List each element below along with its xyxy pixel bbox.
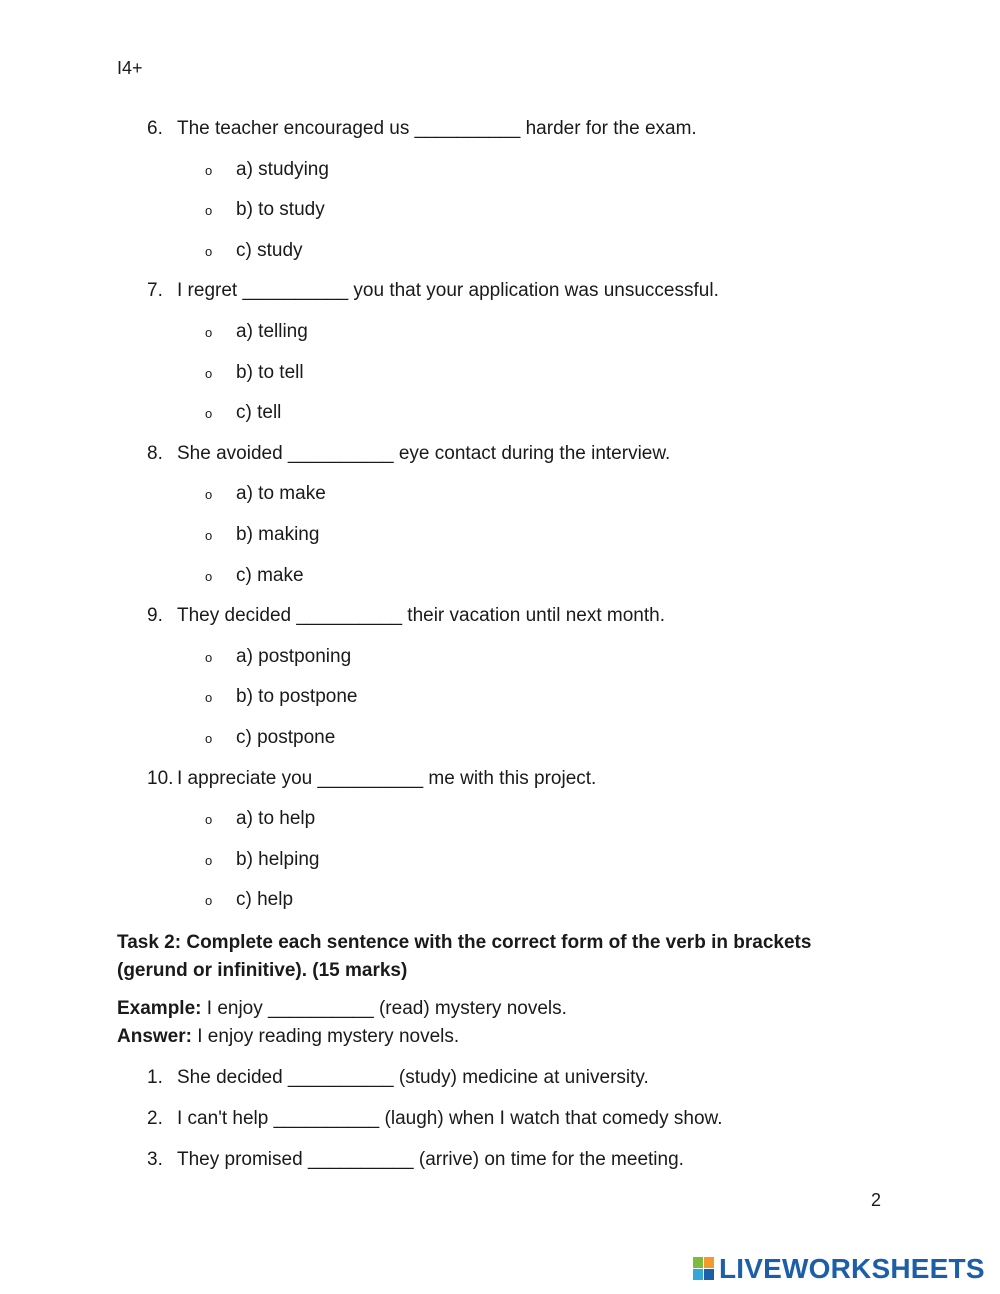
option-text: b) to postpone [236, 686, 358, 708]
bullet-icon: o [205, 568, 213, 584]
option-text: a) telling [236, 321, 308, 342]
task2-item-number: 2. [147, 1108, 163, 1129]
option-text: a) studying [236, 158, 329, 180]
bullet-icon: o [205, 893, 213, 909]
liveworksheets-logo [693, 1255, 985, 1283]
option-text: c) study [236, 239, 303, 261]
bullet-icon: o [205, 528, 213, 543]
question-text: She avoided __________ eye contact during the interview. [177, 442, 671, 464]
task2-item-text: They promised __________ (arrive) on time for the meeting. [177, 1149, 684, 1170]
task2-item-number: 3. [147, 1149, 163, 1170]
task2-title: Task 2: Complete each sentence with the correct form of the verb in brackets (gerund or infinitive). (15 marks) [117, 932, 812, 981]
example-text: I enjoy __________ (read) mystery novels. [201, 998, 567, 1019]
bullet-icon: o [205, 852, 213, 868]
answer-line [117, 1026, 459, 1048]
question-number: 8. [147, 442, 163, 464]
question-text: They decided __________ their vacation until next month. [177, 605, 665, 627]
option-text: c) tell [236, 402, 282, 424]
logo-mark-icon [693, 1257, 715, 1281]
question-text: I appreciate you __________ me with this project. [177, 767, 597, 789]
question-number: 10. [147, 767, 174, 789]
answer-label: Answer: [117, 1026, 192, 1047]
logo-text: LIVEWORKSHEETS [719, 1253, 985, 1284]
option-text: c) help [236, 889, 294, 911]
bullet-icon: o [205, 162, 213, 178]
example-label: Example: [117, 998, 202, 1019]
page-number: 2 [871, 1190, 882, 1210]
option-text: b) to tell [236, 361, 304, 383]
task2-item-number: 1. [147, 1067, 163, 1088]
option-text: a) postponing [236, 645, 352, 667]
option-text: c) postpone [236, 727, 336, 748]
question-text: The teacher encouraged us __________ harder for the exam. [177, 118, 697, 139]
option-text: a) to make [236, 483, 326, 505]
bullet-icon: o [205, 243, 213, 259]
bullet-icon: o [205, 365, 213, 381]
question-number: 7. [147, 280, 163, 302]
page-header-label: I4+ [117, 58, 143, 78]
bullet-icon: o [205, 487, 213, 503]
bullet-icon: o [205, 690, 213, 706]
bullet-icon: o [205, 203, 213, 219]
option-text: b) making [236, 524, 320, 545]
question-number: 9. [147, 605, 163, 627]
task2-item-text: I can't help __________ (laugh) when I watch that comedy show. [177, 1108, 723, 1129]
answer-text: I enjoy reading mystery novels. [191, 1026, 460, 1047]
option-text: b) helping [236, 848, 320, 870]
option-text: b) to study [236, 199, 325, 221]
task2-item-text: She decided __________ (study) medicine at university. [177, 1067, 649, 1088]
bullet-icon: o [205, 812, 213, 828]
bullet-icon: o [205, 649, 213, 665]
question-text: I regret __________ you that your application was unsuccessful. [177, 280, 719, 302]
option-text: c) make [236, 564, 304, 586]
question-number: 6. [147, 118, 163, 139]
bullet-icon: o [205, 325, 213, 340]
bullet-icon: o [205, 406, 213, 422]
example-line [117, 998, 567, 1020]
bullet-icon: o [205, 731, 213, 746]
option-text: a) to help [236, 808, 316, 830]
